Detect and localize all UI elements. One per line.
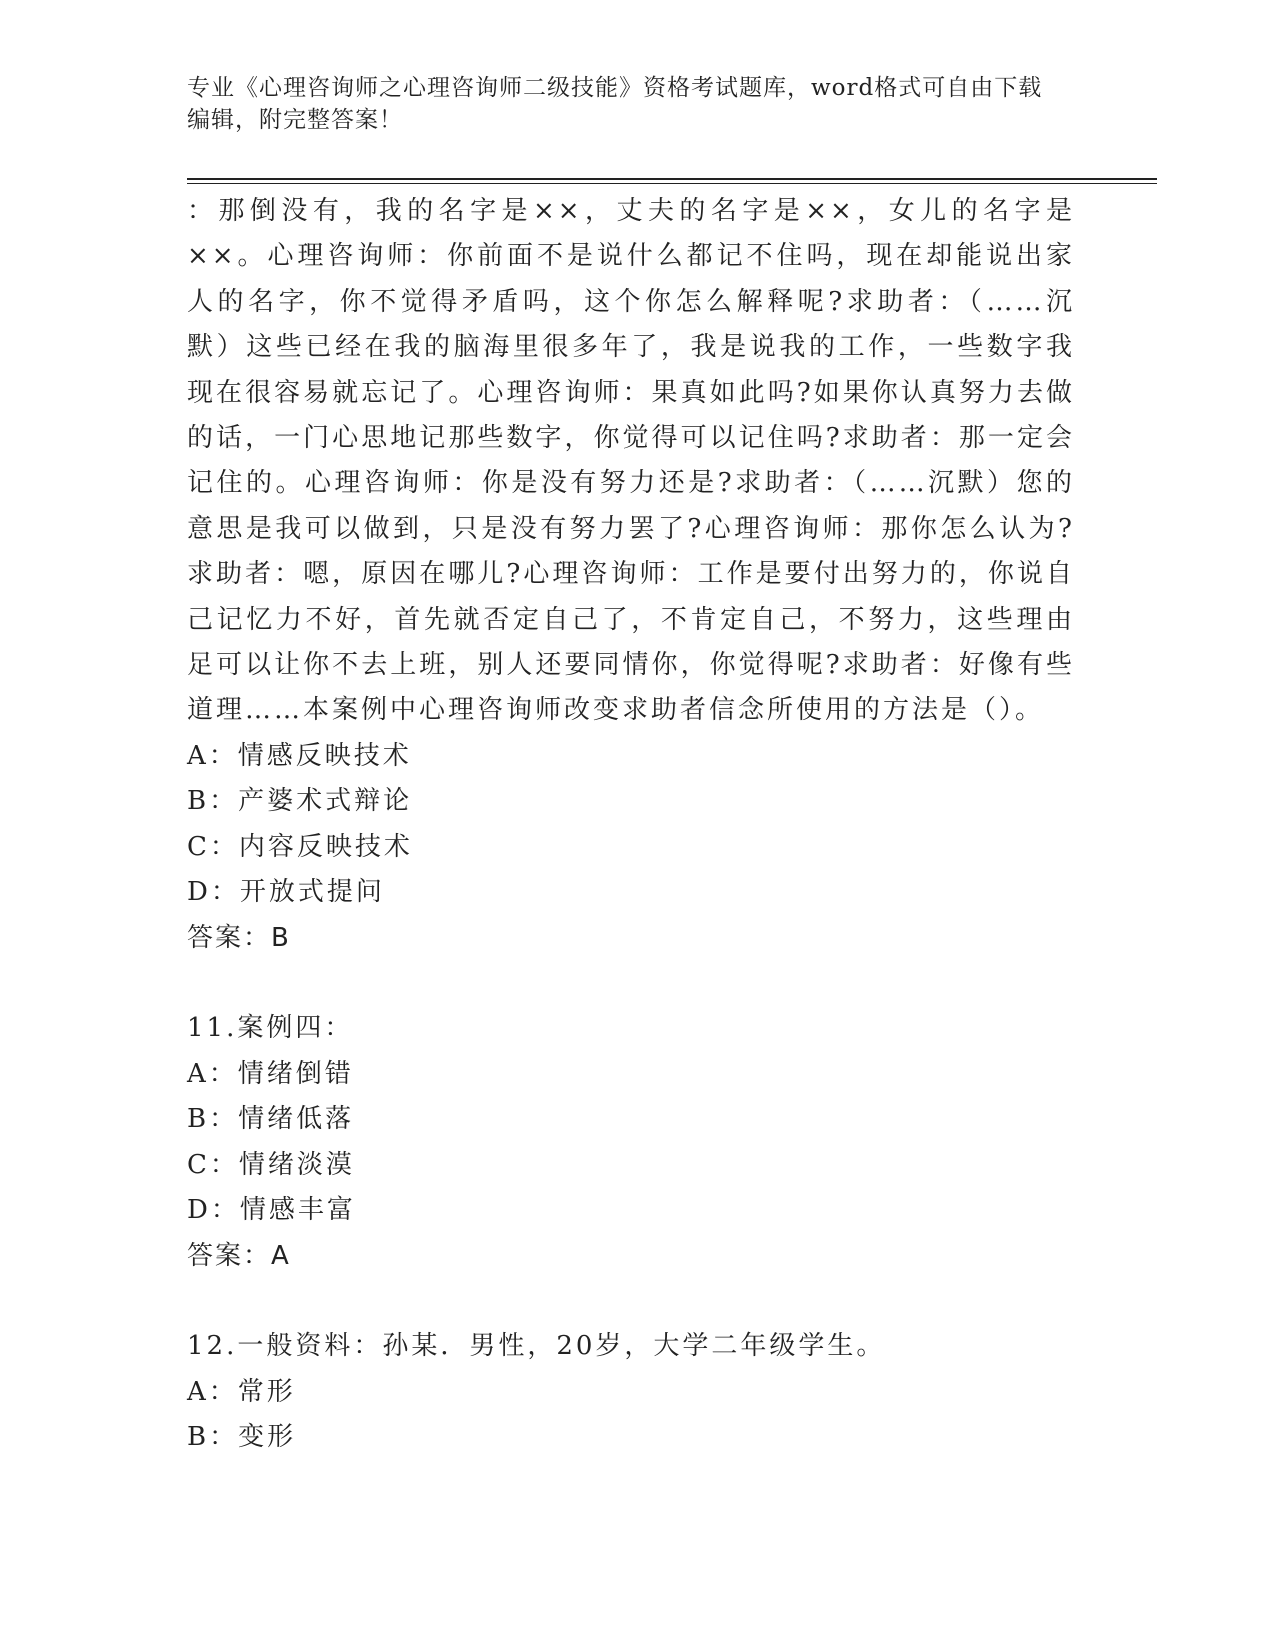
- header-line-1: 专业《心理咨询师之心理咨询师二级技能》资格考试题库，word格式可自由下载: [187, 75, 1043, 101]
- question-10: [187, 189, 1075, 961]
- option-c: C：情绪淡漠: [187, 1149, 355, 1180]
- spacer: [187, 961, 1075, 1006]
- question-stem: 11.案例四：: [187, 1013, 354, 1044]
- question-stem: 12.一般资料：孙某．男性，20岁，大学二年级学生。: [187, 1331, 886, 1362]
- option-d: D：情感丰富: [187, 1195, 356, 1226]
- option-b: B：产婆术式辩论: [187, 786, 413, 817]
- option-a: A：情感反映技术: [187, 740, 412, 771]
- option-a: A：情绪倒错: [187, 1058, 354, 1089]
- question-11: [187, 1006, 1075, 1279]
- question-12: [187, 1324, 1075, 1461]
- option-c: C：内容反映技术: [187, 831, 413, 862]
- document-body: [187, 189, 1075, 1461]
- option-a: A：常形: [187, 1376, 296, 1407]
- option-d: D：开放式提问: [187, 877, 385, 908]
- question-stem: ：那倒没有，我的名字是××，丈夫的名字是××，女儿的名字是××。心理咨询师：你前面不是说什么都记不住吗，现在却能说出家人的名字，你不觉得矛盾吗，这个你怎么解释呢?求助者：（……沉默）这些已经在我的脑海里很多年了，我是说我的工作，一些数字我现在很容易就忘记了。心理咨询师：果真如此吗?如果你认真努力去做的话，一门心思地记那些数字，你觉得可以记住吗?求助者：那一定会记住的。心理咨询师：你是没有努力还是?求助者：（……沉默）您的意思是我可以做到，只是没有努力罢了?心理咨询师：那你怎么认为?求助者：嗯，原因在哪儿?心理咨询师：工作是要付出努力的，你说自己记忆力不好，首先就否定自己了，不肯定自己，不努力，这些理由足可以让你不去上班，别人还要同情你，你觉得呢?求助者：好像有些道理……本案例中心理咨询师改变求助者信念所使用的方法是（）。: [187, 196, 1075, 726]
- spacer: [187, 1279, 1075, 1324]
- header-line-2: 编辑，附完整答案！: [187, 107, 403, 133]
- option-b: B：情绪低落: [187, 1104, 355, 1135]
- page-header: [187, 72, 1087, 136]
- header-rule-thick: [187, 178, 1157, 180]
- answer-line: 答案：A: [187, 1240, 291, 1271]
- option-b: B：变形: [187, 1422, 297, 1453]
- answer-line: 答案：B: [187, 922, 291, 953]
- header-rule-thin: [187, 183, 1157, 184]
